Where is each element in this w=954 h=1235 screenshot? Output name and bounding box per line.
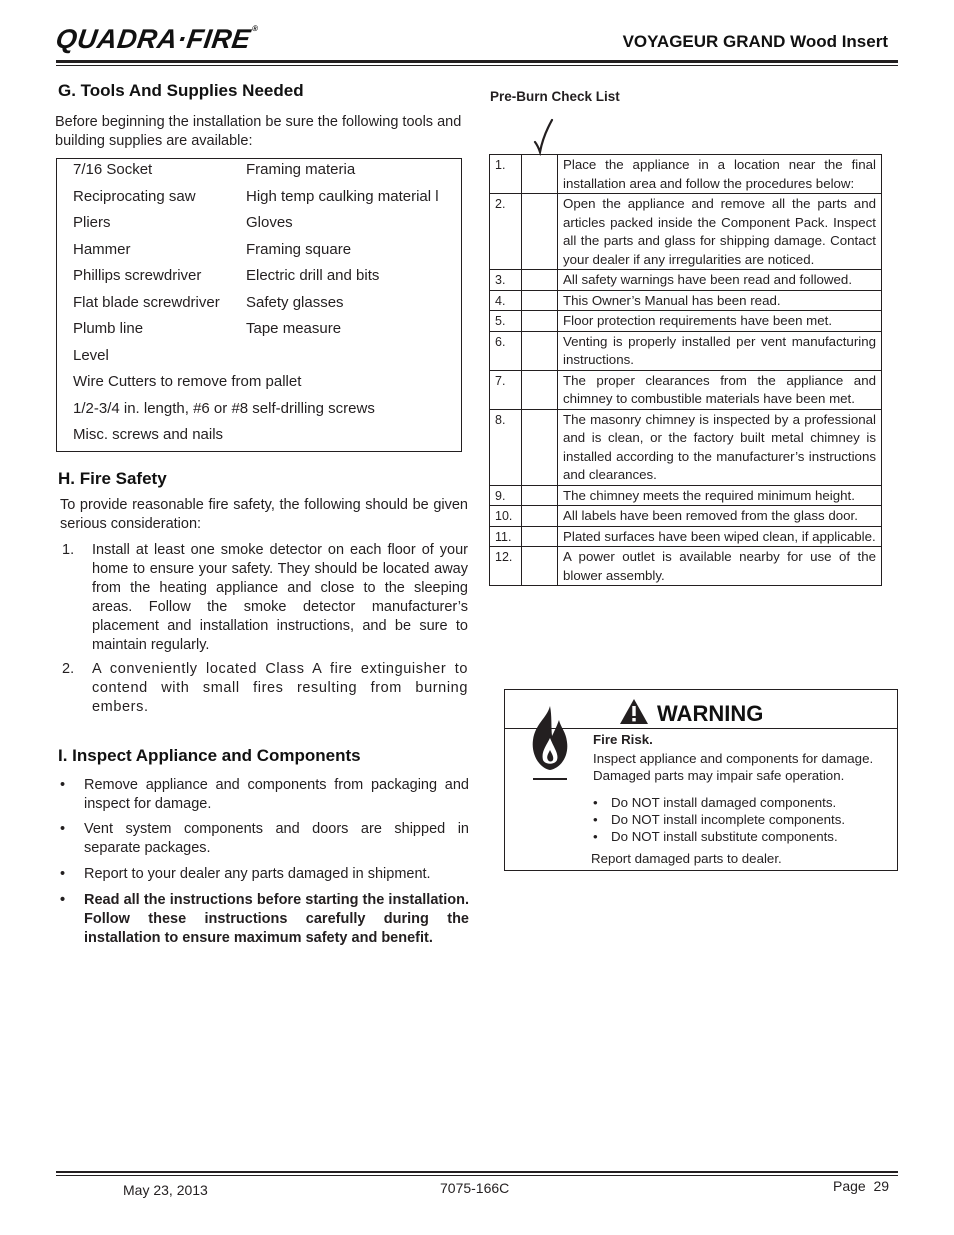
tool-item: Reciprocating saw <box>73 187 196 205</box>
checklist-text: Plated surfaces have been wiped clean, if applicable. <box>558 526 882 547</box>
checklist-number: 11. <box>490 526 522 547</box>
warning-footer: Report damaged parts to dealer. <box>591 851 782 866</box>
checklist-text: Floor protection requirements have been met. <box>558 311 882 332</box>
inspect-bullet <box>60 865 469 884</box>
tool-item: Misc. screws and nails <box>73 426 224 443</box>
flame-icon <box>525 702 575 797</box>
checklist-title: Pre-Burn Check List <box>490 89 620 104</box>
checklist-text: All labels have been removed from the glass door. <box>558 506 882 527</box>
checklist-checkbox[interactable] <box>522 526 558 547</box>
checklist-row <box>490 506 882 527</box>
section-h-title: H. Fire Safety <box>58 469 167 488</box>
checklist-checkbox[interactable] <box>522 194 558 270</box>
checklist-number: 4. <box>490 290 522 311</box>
warning-title: WARNING <box>657 701 764 726</box>
footer-rule-thin <box>56 1175 898 1176</box>
tool-item: Level <box>73 346 109 364</box>
tool-item: Pliers <box>73 214 111 231</box>
checklist-text: Open the appliance and remove all the parts and articles packed inside the Component Pack. Inspect all the parts and glass for shipping damage. Contact your dealer if any irregularities are noticed. <box>558 194 882 270</box>
tool-item: Framing materia <box>246 161 356 178</box>
bullet-text: Read all the instructions before starting the installation. Follow these instructions carefully during the installation to ensure maximum safety and benefit. <box>84 892 469 946</box>
section-i-title: I. Inspect Appliance and Components <box>58 746 361 765</box>
checklist-row <box>490 526 882 547</box>
checklist-number: 10. <box>490 506 522 527</box>
checklist-text: This Owner’s Manual has been read. <box>558 290 882 311</box>
warning-line1: Inspect appliance and components for damage. <box>593 751 874 766</box>
checklist-row <box>490 194 882 270</box>
checklist-checkbox[interactable] <box>522 409 558 485</box>
checklist-text: The proper clearances from the appliance and chimney to combustible materials have been met. <box>558 370 882 409</box>
warning-box <box>504 689 898 871</box>
checklist-number: 9. <box>490 485 522 506</box>
section-g-title: G. Tools And Supplies Needed <box>58 81 304 100</box>
tool-item: Hammer <box>73 240 131 258</box>
checklist-number: 3. <box>490 270 522 291</box>
checklist-text: The chimney meets the required minimum height. <box>558 485 882 506</box>
checklist-checkbox[interactable] <box>522 547 558 586</box>
tool-item: Gloves <box>246 214 293 231</box>
checklist-checkbox[interactable] <box>522 270 558 291</box>
item-text: Install at least one smoke detector on each floor of your home to ensure your safety. They should be located away from the heating appliance and close to the sleeping areas. Follow the smoke detector manufacturer’s placement and installation instructions, and be sure to maintain regularly. <box>92 542 468 653</box>
checklist-row <box>490 485 882 506</box>
bullet-dot: • <box>60 821 66 837</box>
bullet-dot: • <box>593 829 598 844</box>
checklist-number: 8. <box>490 409 522 485</box>
checklist-checkbox[interactable] <box>522 155 558 194</box>
footer-page-number: Page 29 <box>833 1178 890 1194</box>
checklist-row <box>490 311 882 332</box>
bullet-text: Vent system components and doors are shipped in separate packages. <box>84 821 469 856</box>
checklist-checkbox[interactable] <box>522 370 558 409</box>
checklist-row <box>490 409 882 485</box>
header-rule-thin <box>56 65 898 66</box>
bullet-dot: • <box>60 777 66 793</box>
tool-item: Tape measure <box>246 320 342 337</box>
tool-item: Phillips screwdriver <box>73 267 202 284</box>
bullet-dot: • <box>60 892 66 908</box>
tool-item: Safety glasses <box>246 293 344 311</box>
fire-safety-item <box>62 660 468 717</box>
bullet-text: Do NOT install incomplete components. <box>611 812 846 827</box>
checklist-text: A power outlet is available nearby for use of the blower assembly. <box>558 547 882 586</box>
bullet-dot: • <box>593 795 598 810</box>
checklist-text: Place the appliance in a location near the final installation area and follow the procedures below: <box>558 155 882 194</box>
checklist-number: 7. <box>490 370 522 409</box>
logo-text: QUADRA·FIRE <box>53 24 253 54</box>
checklist-checkbox[interactable] <box>522 290 558 311</box>
bullet-text: Do NOT install damaged components. <box>611 795 837 810</box>
fire-safety-item <box>62 541 468 655</box>
checklist-checkbox[interactable] <box>522 331 558 370</box>
checklist-checkbox[interactable] <box>522 311 558 332</box>
checklist-number: 2. <box>490 194 522 270</box>
pre-burn-checklist <box>489 154 882 586</box>
checklist-checkbox[interactable] <box>522 506 558 527</box>
checklist-text: All safety warnings have been read and followed. <box>558 270 882 291</box>
header-rule <box>56 60 898 63</box>
checklist-row <box>490 290 882 311</box>
tool-item: Electric drill and bits <box>246 267 380 284</box>
checklist-text: The masonry chimney is inspected by a professional and is clean, or the factory built metal chimney is installed according to the manufacturer’s instructions and clearances. <box>558 409 882 485</box>
footer-rule <box>56 1171 898 1173</box>
inspect-bullet <box>60 820 469 858</box>
checklist-number: 5. <box>490 311 522 332</box>
checklist-row <box>490 547 882 586</box>
warning-risk: Fire Risk. <box>593 732 653 747</box>
bullet-text: Do NOT install substitute components. <box>611 829 838 844</box>
checklist-row <box>490 155 882 194</box>
tool-item: Flat blade screwdriver <box>73 293 220 311</box>
tools-list-box <box>56 158 462 452</box>
inspect-bullet-bold <box>60 891 469 948</box>
bullet-text: Report to your dealer any parts damaged in shipment. <box>84 866 431 882</box>
document-title: VOYAGEUR GRAND Wood Insert <box>622 32 888 51</box>
warning-line2: Damaged parts may impair safe operation. <box>593 768 845 783</box>
item-number: 1. <box>62 542 75 558</box>
section-g-intro: Before beginning the installation be sure the following tools and building supplies are available: <box>55 114 462 149</box>
tool-item: Plumb line <box>73 320 144 337</box>
footer-date: May 23, 2013 <box>123 1182 208 1198</box>
tool-item: Wire Cutters to remove from pallet <box>73 373 302 390</box>
checklist-number: 1. <box>490 155 522 194</box>
bullet-dot: • <box>60 866 66 882</box>
quadra-fire-logo <box>54 24 259 55</box>
tool-item: 1/2-3/4 in. length, #6 or #8 self-drilling screws <box>73 399 375 417</box>
registered-mark: ® <box>251 24 260 33</box>
checklist-number: 6. <box>490 331 522 370</box>
footer-doc-number: 7075-166C <box>440 1180 510 1196</box>
checklist-text: Venting is properly installed per vent manufacturing instructions. <box>558 331 882 370</box>
item-number: 2. <box>62 661 75 677</box>
bullet-dot: • <box>593 812 598 827</box>
checklist-row <box>490 270 882 291</box>
section-h-intro: To provide reasonable fire safety, the following should be given serious consideration: <box>60 497 468 532</box>
tool-item: 7/16 Socket <box>73 161 153 178</box>
item-text: A conveniently located Class A fire extinguisher to contend with small fires resulting from burning embers. <box>92 661 468 715</box>
tool-item: High temp caulking material l <box>246 187 439 205</box>
checklist-row <box>490 370 882 409</box>
warning-triangle-icon <box>619 698 649 730</box>
checklist-checkbox[interactable] <box>522 485 558 506</box>
checklist-row <box>490 331 882 370</box>
bullet-text: Remove appliance and components from packaging and inspect for damage. <box>84 777 469 812</box>
inspect-bullet <box>60 776 469 814</box>
checklist-number: 12. <box>490 547 522 586</box>
tool-item: Framing square <box>246 240 352 258</box>
